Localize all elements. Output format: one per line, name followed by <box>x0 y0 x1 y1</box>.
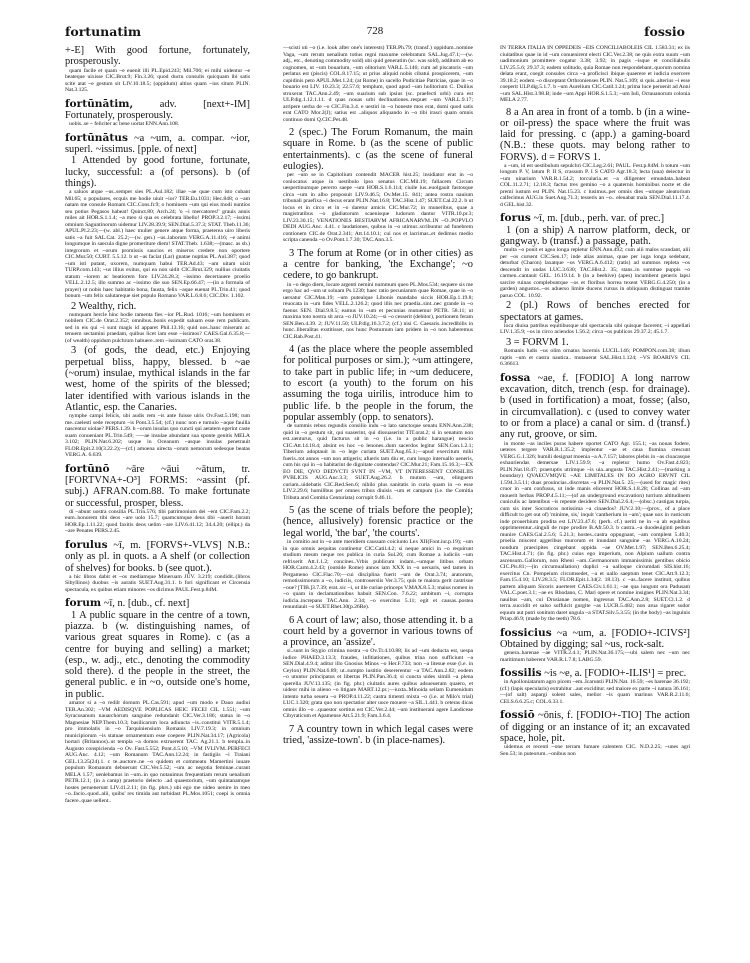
quotations: amator si a ~o redilt domum PL.Cas.591; apud ~um modo e Dauo audiui TER.An.302; ~VM AEDISQVE POPLICAS HEIC FECEI CIL 1.551; ~um Syracusanum nauarchorum sanguine redundanit CIC.Ver.3.186; statua in ~o Magnesiae NEP.Them.10.3; basilicarum loca adiuncta ~is..constitui VITR.5.1.4; pro immolatis in ~o Tarquiniensium Romanis LIV.7.19.3; in omnium municipiorum ~is statuae ornamentum esse coepere PLIN.Nat.34.17; (Agricola) hortari (Britannos)..ut templa ~a domos extruerent TAC. Ag.21.1. b templa..in Augusto conspicienda ~o Ov. Fast.5.552; Pont.4.5.10; ~VM IVLIVM..PERFECI AUG.Anc. 4.12; ~um Romanum TAC.Ann.12.24; in fastigiis ~i Traiani GEL.13.25(24).1. c te..auctore..ne ~o quidem et commeatu Mamertini iuuare populum Romanum debuerunt CIC.Ver.5.52; ~um ac negotia feminae..curant MELA 1.57; uenlebamus in ~um..in quo notauimus frequentiam rerum uenalium PETR.12.1; (in a camp) praetorio delecto ..ad quaestorium, ~um quintanamque hostes peruenerunt LIV.41.2.11; (in fig. phrs.) ubi ego me uideo uenire in meo ~o..facio..quod..alii, quibu' res timida aut turbidast PL.Mos.1051; coepi is omnia facere..quae uellent.. <box>65 700 250 804</box>
headword: fossilis <box>500 667 542 680</box>
quotations: Romanis ludis ~us olim ornatus lucernis LUCIL.146; POMPON.com.38; illum raptis ~um et castra nautica.. mutauerat SAL.Hist.1.124; ~VS BOARIVS CIL 6.36613. <box>500 348 690 368</box>
entry-forum <box>65 598 250 804</box>
headword: forulus <box>65 538 108 551</box>
entry-fortunatus <box>65 133 250 459</box>
quotations: loca diuisa patribus equitibusque ubi spectacula sibi quisque facerent; ~i appellati LIV.1.35.9; ~os in circo aciendos 1.56.2; circa ~os publicos 29.37.2; 45.1.7. <box>500 322 690 336</box>
grammar-definition: adv. [next+-IM] Fortunately, prosperously. <box>65 98 250 121</box>
sense-definition: 1 A public square in the centre of a town, piazza. b (w. distinguishing names, of various great squares in Rome). c (as a centre for buying and selling) a market; (esp., w. adj., etc., denoting the commodity sold there). d the people in the street, the general public. e in ~o, outside one's home, in public. <box>65 609 250 700</box>
headword: forus <box>500 212 531 225</box>
grammar-definition: ~ae, f. [FODIO] A long narrow excavation, ditch, trench (esp. for drainage). b (used in fortification) a moat, fosse; (also, in circumvallation). c (used to convey water to or from a place) a canal or sim. d (transf.) any rut, groove, or sim. <box>500 372 690 441</box>
quotations: in comitio aut in ~o ante meridiem caussam coiciunto Lex XII(Font.iur.p.19); ~um in quo omnis aequitas continetur CIC.Catil.4.2; si neque amici in ~o requirunt studium meum neque res publica in curia Sul.26; cum Romae a iudiciis ~um refrixerit Att.1.1.2; concines..Vrbis publicum indam..~umque litibus orbam HOR.Carm.4.2.43; (outside Rome) annos iam XXX in ~o uersaris, sed tamen in Pergameno CIC.Flac.70;—cui disciplina fuerit ~um de Orat.3.74; aratorum, remotissimorum a ~o, iudiciis, controuersiis Ver.3.75; quis te maiora gerit castrisue ~oue? [TIB.]3.7.39; erat..sic ~i, ut ille curiae princeps V.MAX.8.5.3; maius nomen in ~o quam in declamationibus habuit SEN.Con. 7.6.22; ambitum ~i, corrupta iudicia..increpans TAC.Ann. 2.34; ~o exercitus 5.11; egit et causas..postea renuntiauit ~o SUET.Rhet.30(p.26Re). <box>283 539 473 611</box>
headword: fossicius <box>500 626 552 639</box>
headword: fortūnō <box>65 462 110 475</box>
quotations: genera..harenae ~ae VITR.2.4.1; PLIN.Nat.36.175;—ubi salem nec ~um nec maritimum haberent VAR.R.1.7.8; LABG.59. <box>500 650 690 663</box>
grammar-definition: ~is ~e, a. [FODIO+-ILIS¹] = prec. <box>544 668 687 680</box>
right-guide-word: fossio <box>644 24 685 39</box>
sense-definition: 2 Wealthy, rich. <box>71 300 137 312</box>
sense-definition: 6 A court of law; also, those attending it. b a court held by a governor in various towns of a province, an 'assize'. <box>283 614 473 649</box>
quotations: uobis..se ~ feliciter ac bene uortat ENN.Ann.108. <box>69 121 180 128</box>
entry-fortuno <box>65 464 250 535</box>
quotations: a ~um, id est uestibulum sepulchri CIC.Leg.2.61; PAUL. Fest.p.84M. b totum ~um longum P. V, latum P. II S, crassum P. I S CATO Agr.18.3; lecta (uua) deiectur in ~um uinarium VAR.R.1.54.2; torcularia..et ~a diligenter emundata..habeat COL.11.2.71; 12.18.3; factus tres gemino ~o a quaternis hominibus nocte et die premi iustum est PLIN. Nat.15.23. c lusimus..per omnis dies ~umque aleatorium calfecimus AUG.in Suet.Aug.71.3; tesseris an ~o.. eleuabat mala SEN.Dial.11.17.4. d GEL.hist.32. <box>500 162 690 208</box>
quotations: de summis rebus regundis consilio indu ~o lato sanctoque senatu ENN.Ann.238; quid in ~o gestum sit, qui suaserint, qui dissuaserint TIT.orat.2; si in senatum non est..uenturus, quid facturus sit in ~o (i.e. in a public harangue) nescio CIC.Att.14.18.4; absint ex hoc ~o lenones..dum sacerdos legitur SEN.Con.1.2.1; Tiberium adoptauit in ~o lege curiata SUET.Aug.65.1;—apud exercitum mihi fueris..tot annos ~um non attigeris; afueris tam diu et, cum longo interuallo ueneris, cum his qui in ~o habitarint de dignitate contendas? CIC.Mur.21; Fam.15.16.3;—EX EO DIE, QVO DEDVCTI SVNT IN ~VM, VT INTERESSENT CONSILIIS PVBLICIS AUG.Anc.3.3; SUET.Aug.26.2. b mutum ~um, elinguem curiam..uidebatis CIC.Red.Sen.6; nihilo plus sanitatis in curia quam in ~o esse LIV.2.29.6; humilibus per omnes tribus diuisis ~um et campum (i.e. the Comitia Tributa and Comitia Centuriata) corrupit 9.46.11. <box>283 423 473 501</box>
column-2 <box>283 45 473 747</box>
headword: fossiō <box>500 709 535 722</box>
quotations: a hic libros dabit et ~os mediamque Mineruam JUV. 3.219; condidit..(libros Sibyllinos) duobus ~is auratis SUET.Aug.31.1. b fori significant et Circensia spectacula, ex quibus etiam minores ~os dicimus PAUL.Fest.p.84M. <box>65 573 250 593</box>
quotations: per ~um se in Capitolium contendit MACER hist.25; insidiator erat in ~o conlocatus atque in uestibulo ipso senatus CIC.Mil.19; fallacem Circum uespertinumque pererro saepe ~um HOR.S.1.6.114; ciuile ius..euolgauit fastosque circa ~um in albo proposuit LIV.9.46.5; Ov.Met.15. 841; antea rostra nauium tribunali praefixa ~i decus erant PLIN.Nat.16.8; TAC.Hist.1.47; SUET.Cal.22.2. b ut locus et in circo et in ~o daretur amicis CIC.Mur.72; in muneribus, quae a magistratibus ~o gladiatorum scaenisque ludorum dantur VITR.10.pr.3; LIV.23.30.15; VENATIONES BESTIARVM AFRICANARVM..IN ~O..POPVLO DEDI AUG.Anc. 4.41. c laudationes, quibus in ~o utimur..scribuntur ad funebrem contionem CIC.de Orat.2.341; Att.14.10.1; cui nos et lacrimas..et dedimus medio scripta canenda ~o Ov.Pont.1.7.30; TAC.Ann.3.5. <box>283 172 473 244</box>
quotations: in monte ~as inciles puras habere oportet CATO Agr. 155.1; ~as nouas fodere, ueteres tergere VAR.R.1.35.2; implentur ~ae et caua flumina crescunt VERG.G.1.326; humili designat moenia ~a A.7.157; labores plebis in ~as cloacasque exhauriendas demersae LIV.1.59.9; ~a repletur humo Ov.Fast.4.823; PLIN.Nat.18.47; praeruptis utrimque ~is uia..angusta TAC.Hist.2.41;—(marking a boundary) QVAECVMQVE ~AE LIMITALES IN EO AGRO ERVNT CIL 1.594.3.5.11; duas prouincias..discretas ~a PLIN.Nat.5. 25;—(used for magic rites) cruor in ~am confusus, ut inde manis elicerent HOR.S.1.8.28; Collinas ad ~am mouerit herbas PROP.4.5.11;—(of an underground excavation) turrium altitudinem cuniculis ac latentibus ~is repente desidere SEN.Dial.2.6.4;—(obsc.) castigas turpia, cum sis inter Socraticos notissima ~a cinaedos? JUV.2.10;—(prov., of a place difficult to get out of) 'minime, sis,' inquit 'cantherium in ~am'; quae uox in rusticum inde prouerbium prodita est LIV.23.47.6; (perh. cf.) ueriti ne in ~a ab equitibus opprimerentur..singuli de rupe prodire B.Afr.50.3. b castra..~a duodeuiginti pedum munire CAES.Gal.2.5.6; 5.21.3; hostes..castra oppugnant, ~am complent 5.40.3; proelia miscent aggeribus murorum et inundant sanguine ~as VERG.A.10.24; nondum praecipites cingebant oppida ~ae OV.Met.1.97; SEN.Ben.6.25.4; TAC.Hist.4.71; (in fig. phr.) cuius ego imperium, non Alpium uallum contra ascensum..Gallorum, non Rheni ~am..Germanorum immanissimis gentibus obicio CIC.Pis.81;—(in circumuallation) duplici ~a ualloque circumdati SIS.hist.16; exercitus Cn. Pompeium circumsedet, ~a et uallo saeptum tenet CIC.Att.9.12.3; Fam.15.4.10; LIV.28.3.5; FLOR.Epit.1.34(2. 18.13). c ~as..facere instituit, quibus partem aliquam Sicoris auerteret CAES.Civ.1.61.1; ~ae qua iungunt ora Padusam VAL.C.poet.3.1; ~ae ex Rhodano, C. Mari opere et nomine insignes PLIN.Nat.3.34; nauibus ~am, cui Drusianae nomen, ingressus TAC.Ann.2.8; SUET.Cl.1.2. d terra..succidit et salso suffulcit gurgite ~as LUCR.5.482; non arua rigaret sudor equum aut putri sonitum daret ungula ~a STAT.Silv.5.3.55; (in the body) ~as inguinis Priap.46.9; (made by the teeth) 78.6. <box>500 440 690 623</box>
sense-definition: 3 The forum at Rome (or in other cities) as a centre for banking, 'the Exchange'; ~o cedere, to go bankrupt. <box>283 247 473 282</box>
grammar: ~ī, n. [dub., cf. next] <box>103 598 190 610</box>
headword: fossa <box>500 371 531 384</box>
headword: fortūnātim, <box>65 97 134 110</box>
quotations: di ~abunt uostra consilia PL.Trin.576; tibi patrimonium dei ~ent CIC.Fam.2.2; eum..honorem tibi deos ~are uolo 15.7; quamcumque deus tibi ~auerit horam HOR.Ep.1.11.22; quod faxitis deos uelim ~are LIV.6.41.12; 34.4.20; (ellipt.) da ~are Penates PERS.2.45. <box>65 508 250 535</box>
headword: forum <box>65 597 102 610</box>
grammar-definition: ~ī, m. [FORVS+-VLVS] N.B.: only as pl. in quots. a A shelf (or collection of shelves) for books. b (see quot.). <box>65 539 250 574</box>
entry-fossa <box>500 373 690 623</box>
left-guide-word: fortunatim <box>65 24 142 39</box>
grammar-definition: ~ōnis, f. [FODIO+-TIO] The action of digging or an instance of it; an excavated space, hole, pit. <box>500 710 690 745</box>
quotations: uidemus et recenti ~one terram fumare calentem CIC. N.D.2.25; ~unes agri Sen.53; in puteorum..~onibus non <box>500 744 690 757</box>
column-3 <box>500 45 690 758</box>
quotations: quam facile et quam ~e euenit illi PL.Epid.243; Mil.706; ei mihi uidentur ~e beateque uixisse CIC.Brut.9; Fin.3.26; quod ductu consulis quicquam ibi satis scite atat ~e gestum sit LIV.10.18.5; (oppidum) altius quam ~ius situm PLIN. Nat.3.125. <box>65 67 250 94</box>
sense-definition: 8 a An area in front of a tomb. b (in a wine- or oil-press) the space where the fruit was laid for pressing. c (app.) a gaming-board (N.B.: these quots. may belong rather to FORVS). d = FORVS 1. <box>500 106 690 163</box>
entry-fossicius <box>500 628 690 664</box>
quotations: si..sunt in Stygio crimina nostra ~o Ov.Tr.4.10.88; lis ad ~um deducta est, uespa iudice PHAED.3.13.3; fraudes, infitiationes, quibus trina non sufficiunt ~a SEN.Dial.4.9.4; aditur illo Gnosius Minos ~o Her.F.733; non ~a litesue esse (i.e. in Ceylon) PLIN.Nat.6.89; ut..sumpto iustitio desererentur ~a TAC.Ann.2.82; eodem ~o utuntur principatus et libertas PLIN.Pan.36.4; si cuncta uides simili ~a plena querella JUV.13.135; (in fig. phr.) ciuitatis aures quibus adsueueram quaero, et uideor mihi in alieno ~o litigare MART.12.pr.;—iuxta..Minoida sellam Eumenidum intento turba seuera ~o PROP.4.11.22; castra timenti mixta ~o (i.e. at Milo's trial) LUC.1.320; grata quo non spectatior alter uoce mouere ~a SIL.1.441. b ceteras dicas omnis illo ~o ..quaestor sortitus est CIC.Ver.2.44; ~um instituerani agere Laodiceae Cibyraticum et Apamense Att.5.21.9; Fam.3.6.4. <box>283 648 473 720</box>
sense-definition: 2 (spec.) The Forum Romanum, the main square in Rome. b (as the scene of public entertainments). c (as the scene of funeral eulogies). <box>283 127 473 172</box>
quotations: in ~o dego diem, locare argenti nemini nummum queo PL.Mos.534; sequere sis me ergo hac ad ~um ut soluam Ps.1230; haec ratio pecuniarum quae Romae, quae in ~o uersatur CIC.Man.19; ~um putealque Libonis mandabo siccis HOR.Ep.1.19.8; reuocata in ~um fides VELL.2.126.2; quod illis nec praedia..sint..nec grande in ~o faenus SEN. Dial.9.8.5; eamus in ~um et pecunias mutuemur PETR. 58.11; ut maxima toto nostra sit arca ~o JUV.10.24;—si ~o cesserit (debitor), portionem feram SEN.Ben.4.39. 2; JUV.11.50; ULP.dig.16.3.7.2; (cf.) nisi C. Caesaris..incredibilis in hunc..liberalitas exstitisset, nos hunc Postumum iam pridem in ~o non haberemus CIC.Rab.Post.41. <box>283 281 473 340</box>
column-1 <box>65 45 250 805</box>
grammar-definition: ~a ~um, a. [FODIO+-ICIVS²] Obtained by digging; sal ~us, rock-salt. <box>500 627 690 650</box>
sense-definition: 2 (pl.) Rows of benches erected for spectators at games. <box>500 300 690 323</box>
quotations: multa ~o ponit et agea longa repletur ENN.Ann.492; cum alii malos scandant, alii per ~os cursent CIC.Sen.17; inde alias animas, quae per iuga longa sedebant, deturbat (Charon) laxatque ~os VERG.A.6.412; (ratis) ad summos repleta ~os descendit in undas LUC.3.630; TAC.Hist.2. 35; stans..in summae puppis ~o carmen..cantauit GEL. 16.19.14. b (in a beehive) (apes) incumbent generis lapsi sarcire ruinas complebuntque ~os et floribus horrea texent VERG.G.4.250; (in a garden) angustos..~os aduerso limite ducens rursus in obliquum distinguat tramite paruo COL. 10.92. <box>500 247 690 299</box>
quotations: in Apolloniatarum agro picem ~em..Icaruntii PLIN.Nat. 16.59; ~es harenae 36.192; (cf.) (lapis specularis) extrahitur ..aut exciditur. sed maiore ex parte ~i natura 36.161; —(of salt) aspargi solent sales, melior ~is quam marinus VAR.R.2.11.6; CELS.6.6.25.c; COL.6.33.1. <box>500 679 690 705</box>
grammar: ~a ~um, a. compar. ~ior, superl. ~issimus. [pple. of next] <box>65 132 250 155</box>
entry-forulus <box>65 540 250 593</box>
headword: fortūnātus <box>65 131 128 144</box>
running-head <box>65 24 685 40</box>
entry-forus <box>500 213 690 367</box>
sense-definition: 5 (as the scene of trials before the people); (hence, allusively) forensic practice or the legal world, 'the bar', 'the courts'. <box>283 505 473 539</box>
quotations: —scisti uti ~o (i.e. look after one's interests) TER.Ph.79; (transf.) oppidum..nomine Vaga, ~um rerum uenalium totius regni maxume celebratum SAL.Jug.47.1;—(w. adj., etc., denoting commodity sold) ubi quid generatim (sc. was sold), additum ab eo cognomen, ut ~um bouarium, ~um olitorium VAR.L.5.146; cum ad piscatoris ~um perlatus est (piscis) COL.8.17.15; ut prius aliquid nobis cibatui prospicerem, ~um cupidinis peto APUL.Met.1.24; (at Rome) in sacello Pudicitiae Patriciae, quae in ~o bouario est LIV. 10.23.3; 22.57.6; templum, quod apud ~um holitorium C. Duilius struxerat TAC.Ann.2.49; ~um suarium sub ipsius (sc. praefecti urbi) cura est ULP.dig.1.12.1.11. d quas nouas urbi declinationes..respuet ~um VAR.L.9.17; arripere uerba de ~o CIC.Fin.3.4. e uestiri in ~o honeste mos erat, domi quod satis erat CATO Mor.2(J); satius est ..aliquos aliquando in ~o tibi irasci quam omnis continuo domi Q.CIC.Pet.48. <box>283 45 473 123</box>
sense-definition: 3 (of gods, the dead, etc.) Enjoying perpetual bliss, happy, blessed. b ~ae (~orum) insulae, mythical islands in the far west, home of the spirits of the blessed; later identified with various islands in the Atlantic, esp. the Canaries. <box>65 345 250 413</box>
quotations: nymphe campi felicis, ubi audis rem ~is ante fuisse uiris Ov.Fast.5.198; tum me..caelesti sede receptum ~is Pont.3.5.54; (cf.) nunc non e tumulo ~aque fauilla nascentur uiolae? PERS.1.39. b ~orum insulas quo cuncti qui aetatem egerint caste suam conueniant PL.Trin.549; —~ae insulae abundant sua sponte genitis MELA 3.102; PLIN.Nat.6.202; usque in Oceanum ~asque insulas penetrauit FLOR.Epit.2.10(3.22.2);—(cf.) amoena uirecta ~orum nemorum sedesque beatas VERG.A. 6.639. <box>65 413 250 459</box>
page-number: 728 <box>366 25 384 37</box>
sense-definition: 3 = FORVM 1. <box>506 336 569 348</box>
grammar: ~ī, m. [dub., perh. var. of prec.] <box>533 213 665 225</box>
quotations: IN TERRA ITALIA IN OPPEDEIS ~EIS CONCILIABOLEIS CIL 1.583.31; ex iis ciuitatibus quae in id ~um conuenirent electi CIC.Ver.2.38; ne quis extra suum ~um uadimonium promittere cogatur 3.38; 3.92; in pagis ~isque et conciliabulis LIV.25.5.6; 29.37.3; eadem solitudo, quia Romae non respondebant..quorum nomina delata erant, coegit consules circa ~a proficisci ibique quaerere et iudicia exercere 39.18.2; eodem ~o disceptant Orthronienses PLIN. Nat.5.109; si quis..alterius ~i esse coeperit ULP.dig.5.1.7. b ~um Aurelium CIC.Catil.1.24; prima luce peruenit ad Anni ~um SAL.Hist.3.98.B; inde ~um Appi HOR.S.1.5.3; ~um Iuli, Octauanorum colonia MELA 2.77. <box>500 45 690 103</box>
entry-fossilis <box>500 668 690 705</box>
sense-definition: 1 (on a ship) A narrow platform, deck, or gangway. b (transf.) a passage, path. <box>500 224 690 248</box>
continued-definition: +-E] With good fortune, fortunately, prosperously. <box>65 45 250 68</box>
quotations: a saluos atque ~us..semper sies PL.Aul.182; illae ~ae quae cum isto cubant Mil.65; o populares, ecquis me hodie uiuit ~ior? TER.Eu.1031; Hec.848; o ~am natam me consule Romam CIC.Cons.fr.9; o hominem ~um qui eius modi nuntios seu potius Pegasos habeat! Quinct.80; Arch.24; 'o ~i mercatores!' grauis annis miles ait HOR.S.1.1.4; ~a meo si qua es celebrata libello! PROP.3.2.17; ~issimi omnium Saguntinorum uidemur LIV.28.39.9; SEN.Dial.5.37.3; STAT. Theb.11.36; APUL.Pl.2.23;—(w. abl.) haec mulier genere atque forma, praeterea uiro liberis satis ~a fuit SAL.Cat. 25.2;—(w. gen.) ~us..laborum VERG.A.11.416; ~e animi longumque in saecula digne promeriture diem! STAT.Theb. 1.638;—(masc. as sb.) integrorum et ~orum promissis saucios et miseros credere non oportere CIC.Mur.50; CURT. 5.5.12. b ut ~as faciat (Lar) gnatae nuptias PL.Aul.387; quod ~um isti putant, uxorem, numquam habui TER.Ad.43; ~am uitam uixit TURP.com.143; ~us illius exitus, qui ea non uidit CIC.Brut.329; nullius ciuitatis statum ~iorem ac beatiorem fore LIV.24.28.3; ~issimo decertauere proelio VELL.2.12.5; illo summo ac ~issimo die suo SEN.Ep.66.47; —(in a formula of prayer) ut nobis haec habitatio bona, fausta, felix ~aque euenat PL.Trin.41; quod bonum ~um felix salutareque siet populo Romano VAR.L.6.8.6; CIC.Div. 1.102. <box>65 189 250 300</box>
sense-definition: 4 (as the place where the people assembled for political purposes or sim.); ~um attingere, to take part in public life; in ~um deducere, to escort (a youth) to the forum on his assuming the toga uirilis, introduce him to public life. b the people in the forum, the popular assembly (opp. to senators). <box>283 344 473 423</box>
sense-definition: 1 Attended by good fortune, fortunate, lucky, successful: a (of persons). b (of things). <box>65 155 250 189</box>
grammar-definition: ~āre ~āui ~ātum, tr. [FORTVNA+-O³] FORMS: ~assint (pf. subj.) AFRAN.com.88. To make fortunate or successful, prosper, bless. <box>65 463 250 509</box>
sense-definition: 7 A country town in which legal cases were tried, 'assize-town'. b (in place-names). <box>283 723 473 747</box>
entry-fossio <box>500 710 690 757</box>
entry-fortunatim <box>65 99 250 128</box>
quotations: numquam hercle hinc hodie ramenta fies ~ior PL.Rud. 1016; ~um hominem et nobilem CIC.de Orat.2.352; omnibus..bonis expedit saluam esse rem publicam. sed in eis qui ~i sunt magis id apparet Phil.13.16; quid uos..hanc miseram ac tenuem sectamini praedam, quibus licet iam esse ~issimos? CAES.Gal.6.35.8;—(of wealth) oppidum pulchrum habuere..rem ~issimam CATO orat.38. <box>65 311 250 344</box>
